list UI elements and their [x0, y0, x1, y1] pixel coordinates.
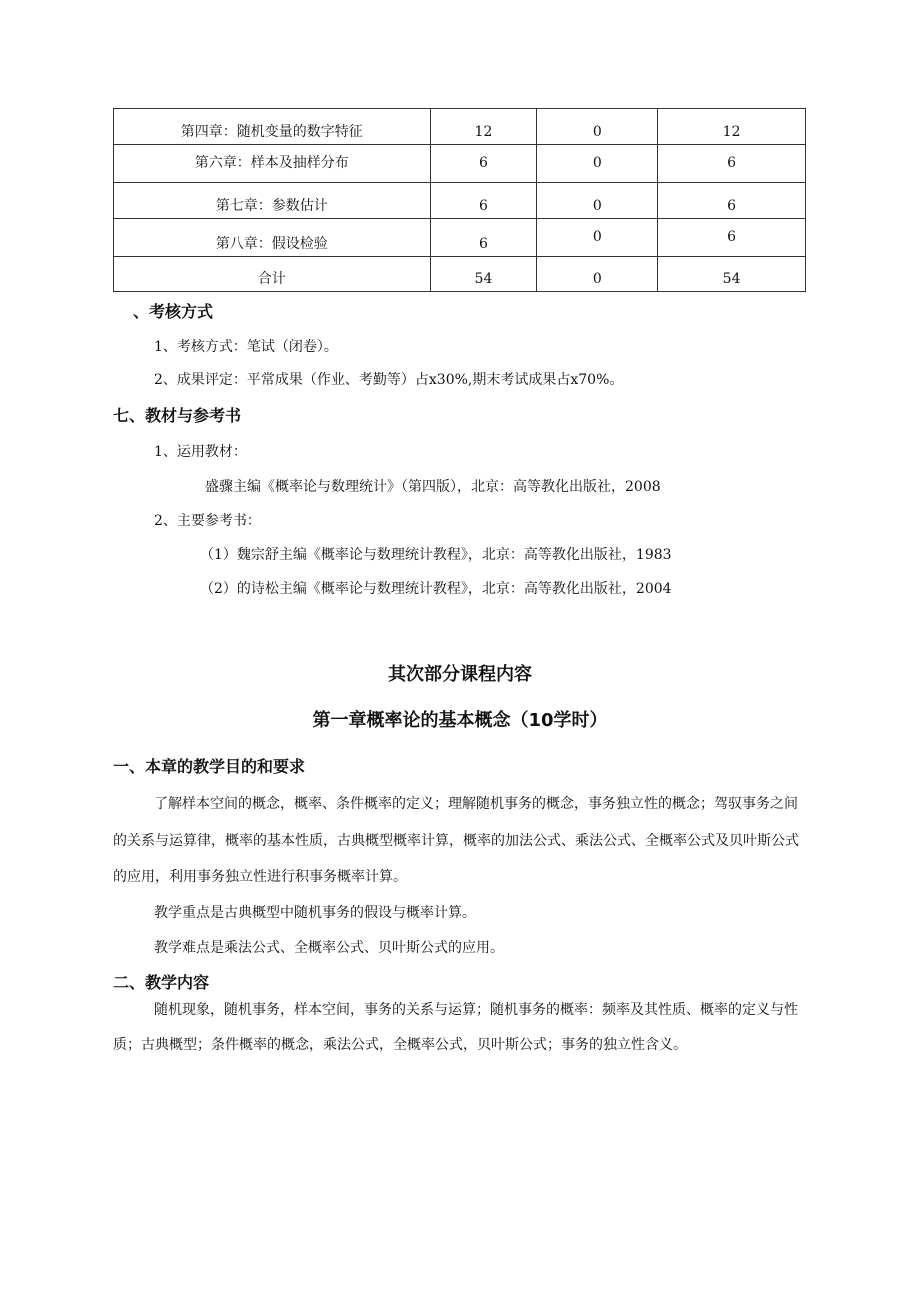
- section-heading: 二、教学内容: [113, 973, 210, 992]
- paragraph: 教学难点是乘法公式、全概率公式、贝叶斯公式的应用。: [154, 940, 504, 956]
- cell: 6: [658, 145, 806, 183]
- cell: 第八章：假设检验: [114, 219, 431, 257]
- cell: 0: [537, 145, 658, 183]
- cell: 0: [537, 183, 658, 219]
- hours-table: [113, 108, 806, 292]
- assessment-item: 2、成果评定：平常成果（作业、考勤等）占x30%,期末考试成果占x70%。: [154, 372, 624, 388]
- cell: 0: [537, 257, 658, 292]
- paragraph: 教学重点是古典概型中随机事务的假设与概率计算。: [154, 905, 476, 921]
- section-heading: 一、本章的教学目的和要求: [113, 757, 306, 776]
- cell: 12: [430, 109, 537, 145]
- part-title: 其次部分课程内容: [388, 664, 532, 685]
- assessment-item: 1、考核方式：笔试（闭卷）。: [154, 339, 338, 355]
- reference: （2）的诗松主编《概率论与数理统计教程》，北京：高等教化出版社，2004: [200, 581, 672, 597]
- table-row: [114, 109, 806, 145]
- cell: 6: [658, 183, 806, 219]
- cell: 第六章：样本及抽样分布: [114, 145, 431, 183]
- table-row: [114, 145, 806, 183]
- chapter-title: 第一章概率论的基本概念（10学时）: [312, 710, 608, 731]
- cell: 第四章：随机变量的数字特征: [114, 109, 431, 145]
- cell: 第七章：参数估计: [114, 183, 431, 219]
- cell: 合计: [114, 257, 431, 292]
- books-item: 2、主要参考书：: [154, 513, 261, 529]
- paragraph: 随机现象，随机事务，样本空间，事务的关系与运算；随机事务的概率：频率及其性质、概率的定义与性质；古典概型；条件概率的概念，乘法公式，全概率公式，贝叶斯公式；事务的独立性含义。: [113, 1002, 798, 1053]
- cell: 0: [537, 219, 658, 257]
- reference: （1）魏宗舒主编《概率论与数理统计教程》，北京：高等教化出版社，1983: [200, 547, 672, 563]
- textbook: 盛骤主编《概率论与数理统计》（第四版），北京：高等教化出版社，2008: [205, 479, 661, 495]
- cell: 6: [658, 219, 806, 257]
- cell: 6: [430, 219, 537, 257]
- table-row: [114, 257, 806, 292]
- table-row: [114, 219, 806, 257]
- cell: 0: [537, 109, 658, 145]
- cell: 6: [430, 145, 537, 183]
- books-item: 1、运用教材：: [154, 444, 247, 460]
- cell: 12: [658, 109, 806, 145]
- cell: 6: [430, 183, 537, 219]
- cell: 54: [658, 257, 806, 292]
- paragraph: 了解样本空间的概念，概率、条件概率的定义；理解随机事务的概念，事务独立性的概念；驾驭事务之间的关系与运算律，概率的基本性质，古典概型概率计算，概率的加法公式、乘法公式、全概率公式及贝叶斯公式的应用，利用事务独立性进行积事务概率计算。: [113, 796, 799, 885]
- books-heading: 七、教材与参考书: [113, 406, 242, 425]
- assessment-heading: 、考核方式: [133, 302, 214, 321]
- cell: 54: [430, 257, 537, 292]
- table-row: [114, 183, 806, 219]
